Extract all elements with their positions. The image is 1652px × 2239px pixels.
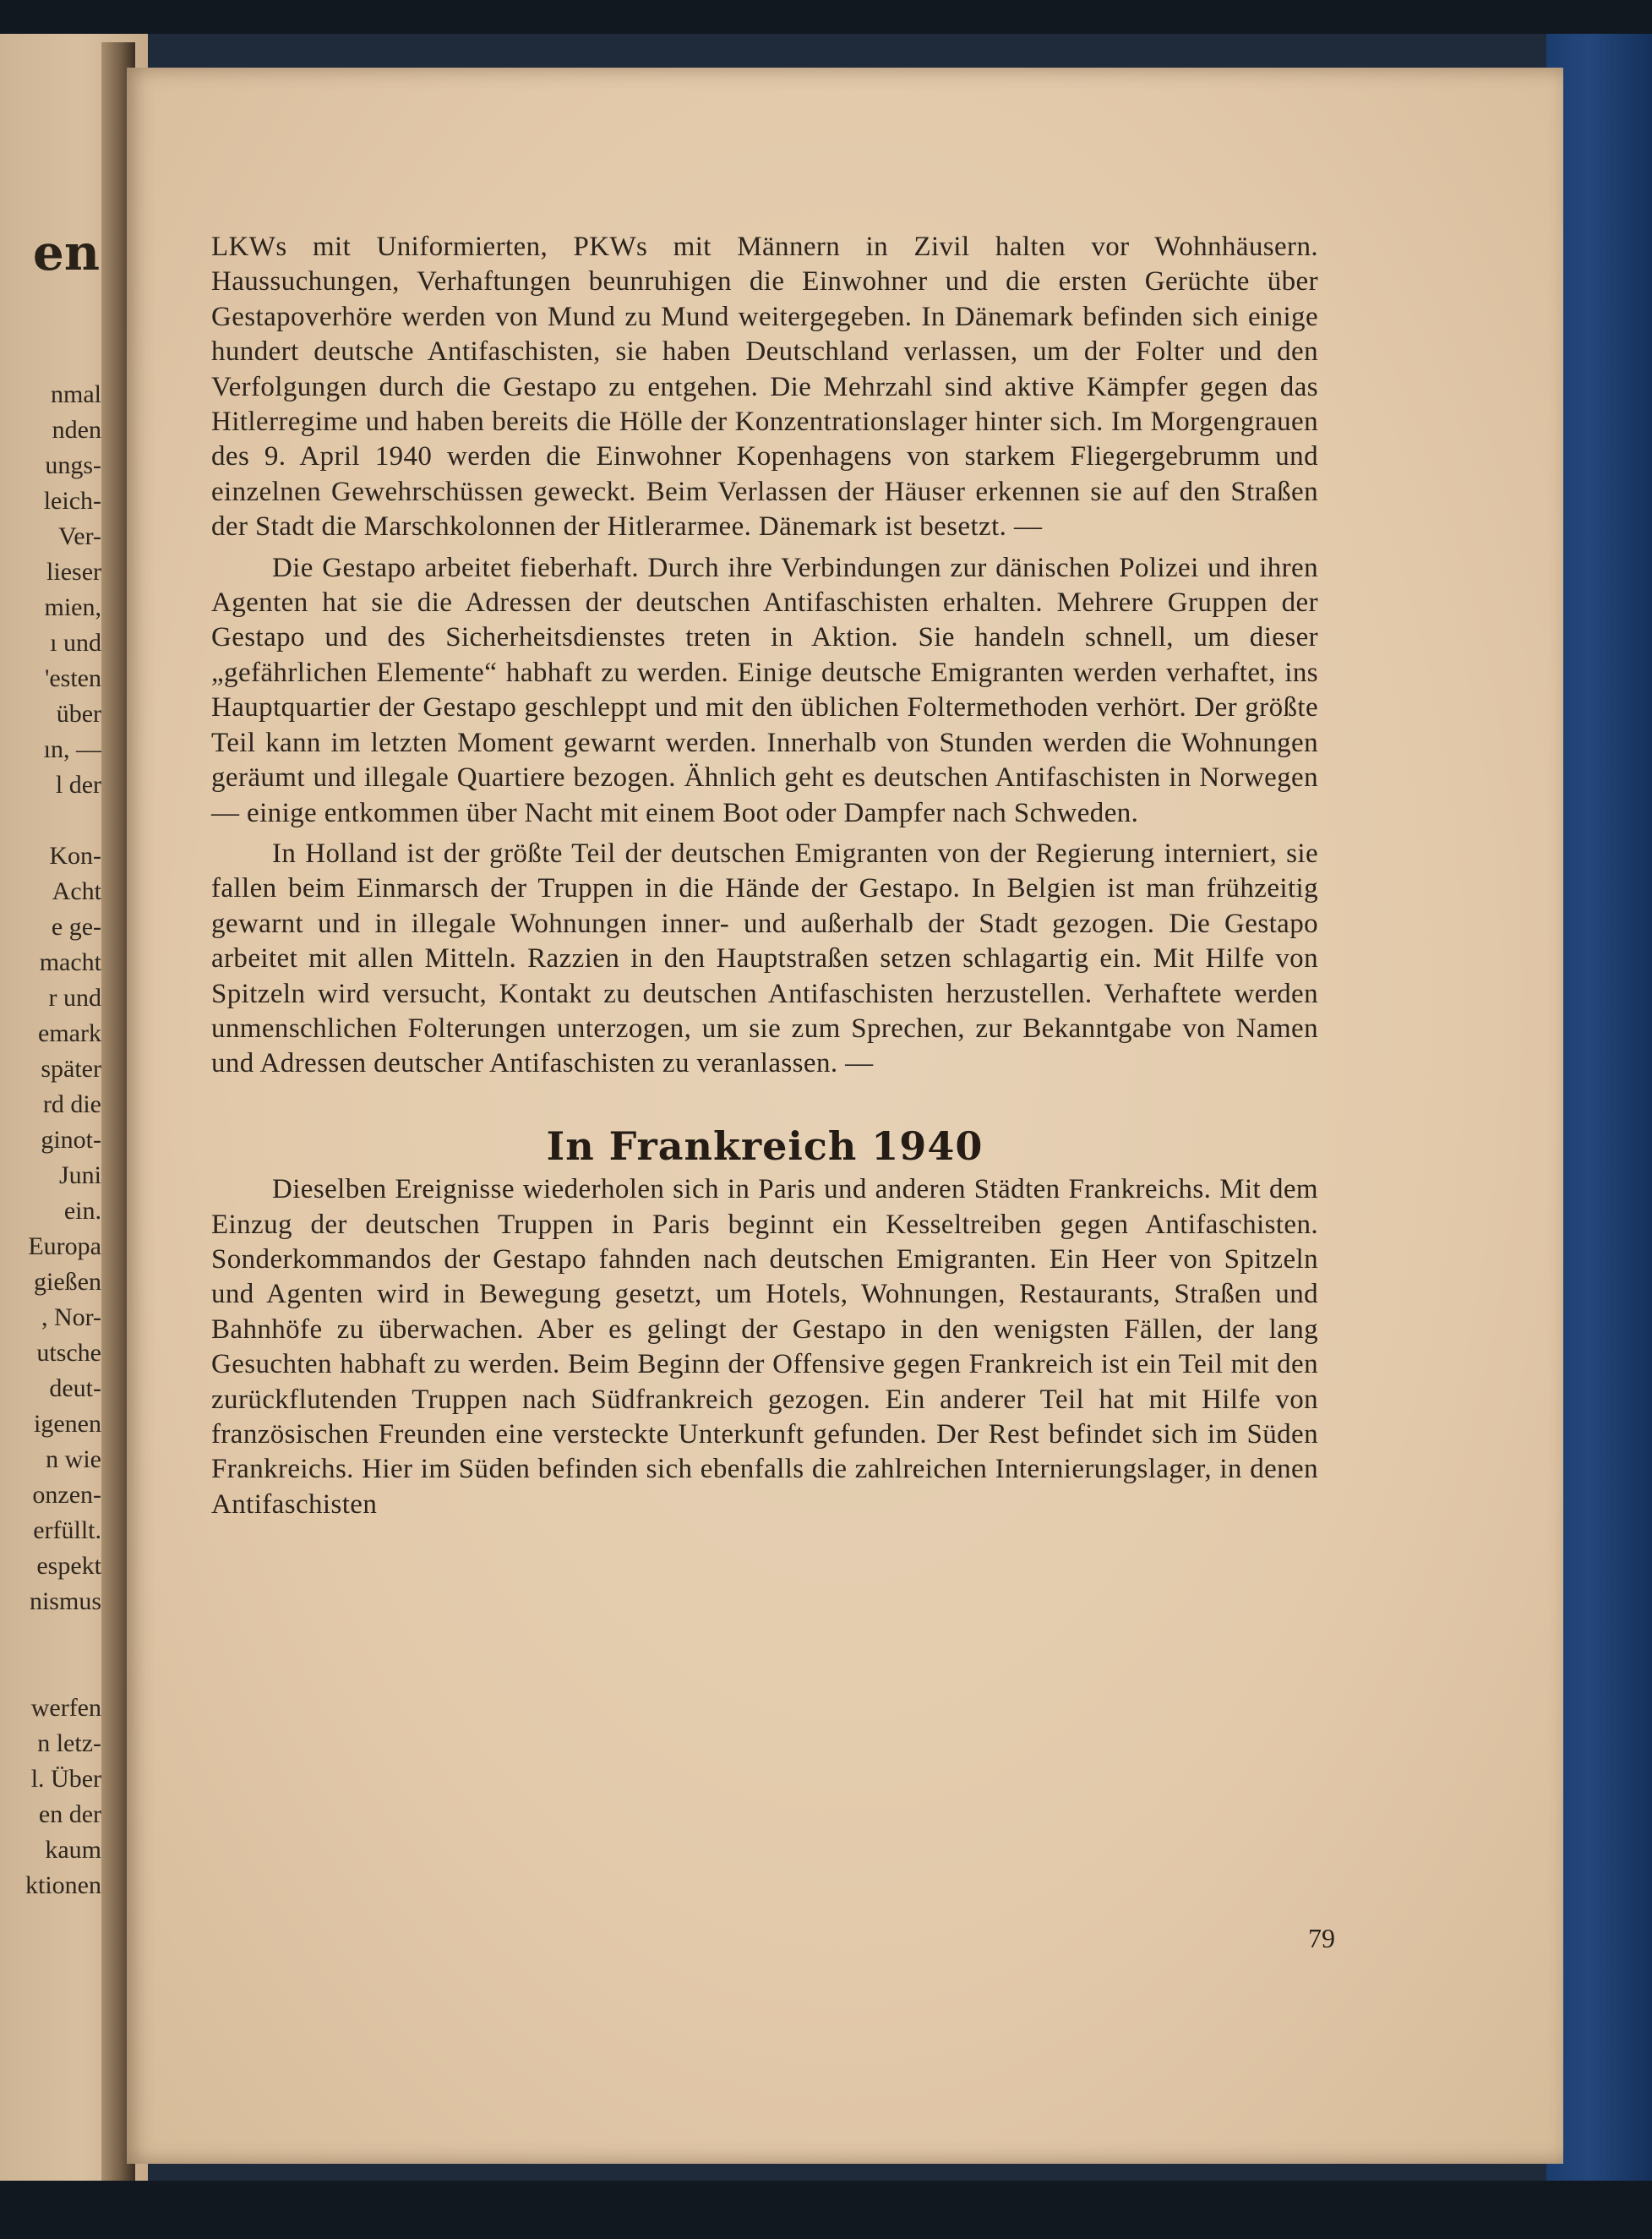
left-page-line-fragment: macht <box>39 948 101 976</box>
left-page-line-fragment: en der <box>38 1800 101 1828</box>
left-page-line-fragment: espekt <box>36 1552 101 1580</box>
left-page-line-fragment: 'esten <box>44 664 101 692</box>
left-page-line-fragment: ginot- <box>41 1126 101 1154</box>
left-page-line-fragment: Juni <box>58 1161 101 1189</box>
left-page-line-fragment: lieser <box>46 558 101 586</box>
left-page-line-fragment: werfen <box>30 1694 101 1722</box>
right-page <box>127 68 1563 2164</box>
scan-background-top <box>0 0 1652 34</box>
left-page-line-fragment: kaum <box>45 1836 101 1864</box>
paragraph: LKWs mit Uniformierten, PKWs mit Männern in Zivil halten vor Wohnhäusern. Haussuchungen, Verhaftungen beunruhigen die Einwohner und die ersten Gerüchte über Gestapoverhöre werden von Mund zu Mund weitergegeben. In Dänemark befinden sich einige hundert deutsche Antifaschisten, sie haben Deutschland verlassen, um der Folter und den Verfolgungen durch die Gestapo zu entgehen. Die Mehrzahl sind aktive Kämpfer gegen das Hitlerregime und haben bereits die Hölle der Konzentrationslager hinter sich. Im Morgengrauen des 9. April 1940 werden die Einwohner Kopenhagens von starkem Fliegergebrumm und einzelnen Gewehrschüssen geweckt. Beim Verlassen der Häuser erkennen sie auf den Straßen der Stadt die Marschkolonnen der Hitlerarmee. Dänemark ist besetzt. — <box>211 232 1318 543</box>
left-page-line-fragment: Ver- <box>57 522 101 550</box>
left-page-line-fragment: erfüllt. <box>33 1516 101 1544</box>
left-page-line-fragment: , Nor- <box>41 1303 101 1331</box>
left-page-line-fragment: utsche <box>36 1339 101 1367</box>
left-page-line-fragment: gießen <box>34 1268 101 1296</box>
left-page-line-fragment: nismus <box>29 1587 101 1615</box>
left-page-line-fragment: l. Über <box>30 1765 101 1793</box>
paragraph: In Holland ist der größte Teil der deutschen Emigranten von der Regierung interniert, sie fallen beim Einmarsch der Truppen in die Hände der Gestapo. In Belgien ist man frühzeitig gewarnt und in illegale Wohnungen inner- und außerhalb der Stadt gezogen. Die Gestapo arbeitet mit allen Mitteln. Razzien in den Hauptstraßen setzen schlagartig ein. Mit Hilfe von Spitzeln wird versucht, Kontakt zu deutschen Antifaschisten herzustellen. Verhaftete werden unmenschlichen Folterungen unterzogen, um sie zum Sprechen, zur Bekanntgabe von Namen und Adressen deutscher Antifaschisten zu veranlassen. — <box>211 838 1318 1079</box>
left-page-line-fragment: ein. <box>63 1197 101 1225</box>
left-page-line-fragment: nmal <box>51 380 101 408</box>
left-page-line-fragment: Acht <box>52 877 101 905</box>
paragraph: Die Gestapo arbeitet fieberhaft. Durch ihre Verbindungen zur dänischen Polizei und ihren Agenten hat sie die Adressen der deutschen Antifaschisten erhalten. Mehrere Gruppen der Gestapo und des Sicherheitsdienstes treten in Aktion. Sie handeln schnell, um dieser „gefährlichen Elemente“ habhaft zu werden. Einige deutsche Emigranten werden verhaftet, ins Hauptquartier der Gestapo geschleppt und mit den üblichen Foltermethoden verhört. Der größte Teil kann im letzten Moment gewarnt werden. Innerhalb von Stunden werden die Wohnungen geräumt und illegale Quartiere bezogen. Ähnlich geht es deutschen Antifaschisten in Norwegen — einige entkommen über Nacht mit einem Boot oder Dampfer nach Schweden. <box>211 552 1318 828</box>
left-page-line-fragment: ı und <box>50 629 101 657</box>
scan-background-bottom <box>0 2181 1652 2239</box>
left-page-line-fragment: onzen- <box>32 1481 101 1509</box>
left-page-line-fragment: Europa <box>28 1232 101 1260</box>
left-page-line-fragment: n wie <box>46 1445 101 1473</box>
left-page-line-fragment: n letz- <box>37 1729 101 1757</box>
section-heading: In Frankreich 1940 <box>546 1122 984 1169</box>
left-page-line-fragment: r und <box>48 984 101 1012</box>
left-page-line-fragment: igenen <box>34 1410 101 1438</box>
body-text <box>211 230 1318 1528</box>
left-page-line-fragment: deut- <box>49 1374 101 1402</box>
left-page-line-fragment: Kon- <box>49 842 101 870</box>
left-page-line-fragment: emark <box>38 1019 101 1047</box>
left-page-line-fragment: mien, <box>44 593 101 621</box>
left-page-line-fragment: rd die <box>42 1090 101 1118</box>
left-page-line-fragment: später <box>41 1055 101 1083</box>
left-page-line-fragment: leich- <box>43 487 101 515</box>
left-page-line-fragment: e ge- <box>51 913 101 941</box>
left-page-line-fragment: über <box>56 700 101 728</box>
left-page-heading-fragment: en <box>32 224 100 281</box>
left-page-line-fragment: ungs- <box>45 451 101 479</box>
left-page-line-fragment: l der <box>55 771 101 799</box>
paragraph: Dieselben Ereignisse wiederholen sich in Paris und anderen Städten Frankreichs. Mit dem Einzug der deutschen Truppen in Paris beginnt ein Kesseltreiben gegen Antifaschisten. Sonderkommandos der Gestapo fahnden nach deutschen Emigranten. Ein Heer von Spitzeln und Agenten wird in Bewegung gesetzt, um Hotels, Wohnungen, Restaurants, Straßen und Bahnhöfe zu überwachen. Aber es gelingt der Gestapo in den wenigsten Fällen, der lang Gesuchten habhaft zu werden. Beim Beginn der Offensive gegen Frankreich ist ein Teil mit den zurückflutenden Truppen nach Südfrankreich gezogen. Ein anderer Teil hat mit Hilfe von französischen Freunden eine versteckte Unterkunft gefunden. Der Rest befindet sich im Süden Frankreichs. Hier im Süden befinden sich ebenfalls die zahlreichen Internierungslager, in denen Antifaschisten <box>211 1174 1318 1520</box>
left-page-line-fragment: nden <box>52 416 101 444</box>
left-page-line-fragment: ktionen <box>25 1871 101 1899</box>
left-page-line-fragment: ın, — <box>43 735 101 763</box>
page-number: 79 <box>1308 1923 1335 1953</box>
